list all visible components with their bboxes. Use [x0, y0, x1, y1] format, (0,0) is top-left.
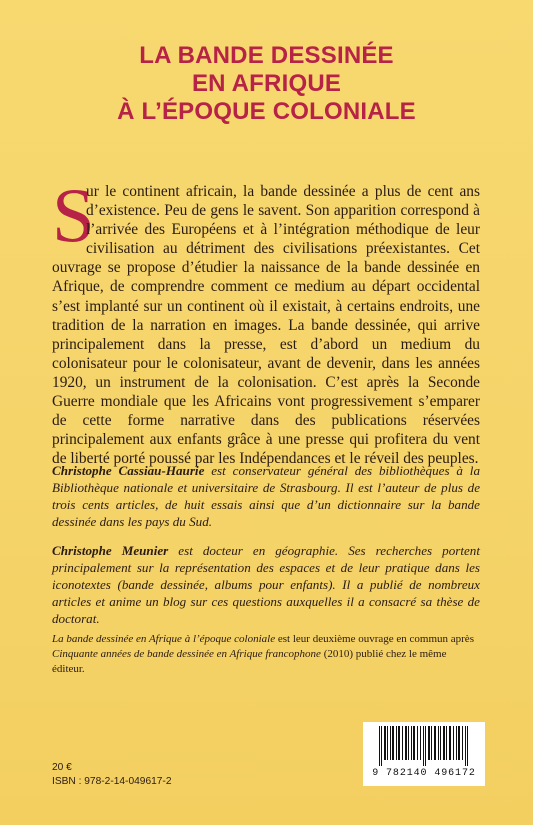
title-line-2: EN AFRIQUE [191, 70, 342, 97]
note-text: est leur deuxième ouvrage en commun après [275, 633, 474, 645]
title-line-3: À L’ÉPOQUE COLONIALE [117, 98, 416, 125]
previous-book-title: Cinquante années de bande dessinée en Afrique francophone [52, 648, 321, 660]
author-bio-text: est conservateur général des bibliothèques à la Bibliothèque nationale et universitaire de Strasbourg. Il est l’auteur de plus de trois cents articles, de huit essais ainsi que d’un dictionnaire sur la bande dessinée dans les pays du Sud. [52, 463, 480, 530]
drop-cap-letter: S [52, 172, 95, 258]
publication-note [52, 632, 480, 677]
isbn-barcode [363, 722, 485, 786]
summary-body: ur le continent africain, la bande dessinée a plus de cent ans d’existence. Peu de gens le savent. Son apparition correspond à l’arrivée des Européens et à l’intégration méthodique de leur civilisation au détriment des civilisations préexistantes. Cet ouvrage se propose d’étudier la naissance de la bande dessinée en Afrique, de comprendre comment ce medium au départ occidental s’est implanté sur un continent où il existait, à certains endroits, une tradition de la narration en images. La bande dessinée, qui arrive principalement dans la presse, est d’abord un medium du colonisateur pour le colonisateur, avant de devenir, dans les années 1920, un instrument de la colonisation. C’est après la Seconde Guerre mondiale que les Africains vont progressivement s’emparer de cette forme narrative dans des publications réservées principalement aux enfants grâce à une presse qui profitera du vent de liberté porté poussé par les Indépendances et le réveil des peuples. [52, 183, 480, 468]
author-bio-text: est docteur en géographie. Ses recherches portent principalement sur la représentation des espaces et de leur pratique dans les iconotextes (bande dessinée, albums pour enfants). Il a publié de nombreux articles et anime un blog sur ces questions auxquelles il a consacré sa thèse de doctorat. [52, 543, 480, 627]
price-label: 20 € [52, 762, 72, 773]
isbn-label: ISBN : 978-2-14-049617-2 [52, 776, 172, 787]
author-name: Christophe Meunier [52, 543, 169, 558]
author-bio-meunier [52, 542, 480, 627]
author-bio-cassiau-haurie [52, 462, 480, 530]
author-name: Christophe Cassiau-Haurie [52, 463, 205, 478]
summary-text [52, 172, 480, 468]
barcode-lines-icon [379, 726, 470, 766]
title-line-1: LA BANDE DESSINÉE [139, 42, 394, 69]
barcode-number: 9 782140 496172 [372, 768, 476, 779]
book-title [0, 42, 533, 126]
note-end-text: (2010) publié chez le même éditeur. [52, 648, 447, 675]
book-title-reference: La bande dessinée en Afrique à l’époque coloniale [52, 633, 276, 645]
